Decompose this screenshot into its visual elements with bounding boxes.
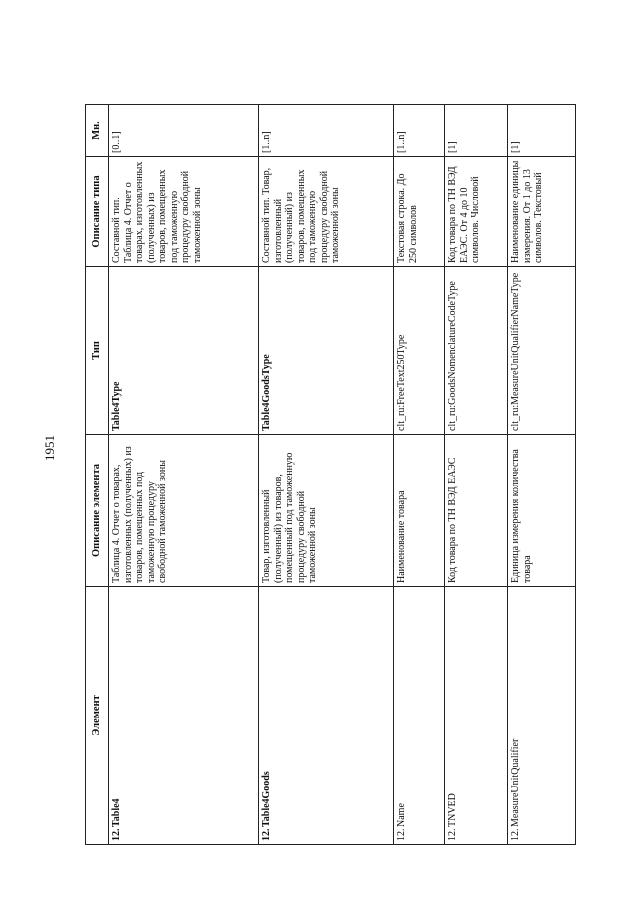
mult-cell: [1] bbox=[445, 105, 508, 157]
mult-cell: [0..1] bbox=[109, 105, 259, 157]
header-element-desc: Описание элемента bbox=[86, 435, 109, 587]
element-cell bbox=[445, 587, 508, 845]
table-row bbox=[109, 105, 259, 845]
level-label: 12. bbox=[261, 828, 272, 841]
header-element: Элемент bbox=[86, 587, 109, 845]
element-desc-cell: Таблица 4. Отчет о товарах, изготовленных (полученных) из товаров, помещенных под таможенную процедуру свободной таможенной зоны bbox=[109, 435, 259, 587]
header-type: Тип bbox=[86, 267, 109, 435]
type-cell: Table4Type bbox=[109, 267, 259, 435]
level-label: 12. bbox=[111, 828, 122, 841]
element-desc-cell: Наименование товара bbox=[394, 435, 445, 587]
type-cell: clt_ru:FreeText250Type bbox=[394, 267, 445, 435]
element-name: Table4Goods bbox=[261, 771, 272, 827]
type-desc-cell: Текстовая строка. До 250 символов bbox=[394, 157, 445, 267]
element-name: Table4 bbox=[111, 798, 122, 827]
type-desc-cell: Составной тип. Товар, изготовленный (полученный) из товаров, помещенных под таможенную процедуру свободной таможенной зоны bbox=[259, 157, 394, 267]
type-cell: clt_ru:MeasureUnitQualifierNameType bbox=[508, 267, 576, 435]
level-label: 12. bbox=[447, 828, 458, 841]
table-row bbox=[508, 105, 576, 845]
element-desc-cell: Товар, изготовленный (полученный) из товаров, помещенный под таможенную процедуру свободной таможенной зоны bbox=[259, 435, 394, 587]
mult-cell: [1] bbox=[508, 105, 576, 157]
type-desc-cell: Наименование единицы измерения. От 1 до 13 символов. Текстовый bbox=[508, 157, 576, 267]
element-table bbox=[85, 104, 576, 845]
table-row bbox=[394, 105, 445, 845]
table-row bbox=[259, 105, 394, 845]
header-type-desc: Описание типа bbox=[86, 157, 109, 267]
type-desc-cell: Код товара по ТН ВЭД ЕАЭС. От 4 до 10 символов. Числовой bbox=[445, 157, 508, 267]
element-cell bbox=[508, 587, 576, 845]
type-desc-cell: Составной тип. Таблица 4. Отчет о товарах, изготовленных (полученных) из товаров, помещенных под таможенную процедуру свободной таможенной зоны bbox=[109, 157, 259, 267]
element-desc-cell: Код товара по ТН ВЭД ЕАЭС bbox=[445, 435, 508, 587]
element-cell bbox=[394, 587, 445, 845]
type-cell: clt_ru:GoodsNomenclatureCodeType bbox=[445, 267, 508, 435]
element-name: TNVED bbox=[447, 793, 458, 827]
element-cell bbox=[109, 587, 259, 845]
page-number: 1951 bbox=[42, 435, 57, 461]
element-desc-cell: Единица измерения количества товара bbox=[508, 435, 576, 587]
element-cell bbox=[259, 587, 394, 845]
document-table-rotated bbox=[85, 105, 640, 845]
level-label: 12. bbox=[510, 828, 521, 841]
type-cell: Table4GoodsType bbox=[259, 267, 394, 435]
header-mult: Мн. bbox=[86, 105, 109, 157]
element-name: MeasureUnitQualifier bbox=[510, 738, 521, 827]
mult-cell: [1..n] bbox=[259, 105, 394, 157]
element-name: Name bbox=[396, 803, 407, 827]
level-label: 12. bbox=[396, 828, 407, 841]
table-header-row bbox=[86, 105, 109, 845]
table-row bbox=[445, 105, 508, 845]
mult-cell: [1..n] bbox=[394, 105, 445, 157]
